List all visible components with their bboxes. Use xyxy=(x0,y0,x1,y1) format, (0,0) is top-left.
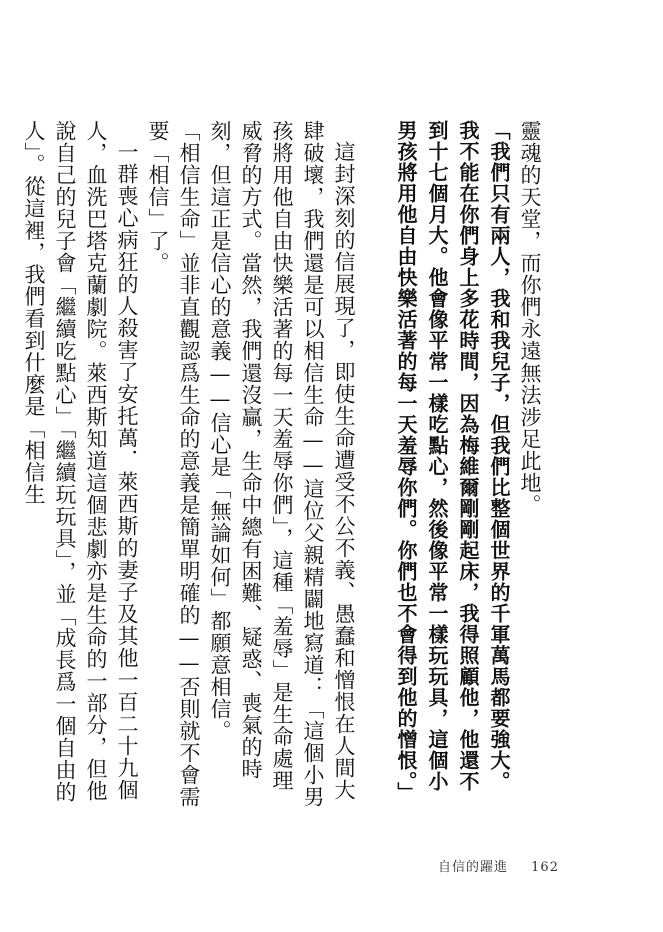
paragraph-4: 「相信生命」並非直觀認爲生命的意義是簡單明確的——否則就不會需要「相信」了。 xyxy=(146,120,201,808)
vertical-text-body xyxy=(18,120,545,810)
page-footer xyxy=(438,856,559,875)
paragraph-2-quote: 「我們只有兩人，我和我兒子，但我們比整個世界的千軍萬馬都要強大。我不能在你們身上多花時間，因為梅維爾剛剛起床，我得照顧他，他還不到十七個月大。他會像平常一樣吃點心，然後像平常一樣玩玩具，這個小男孩將用他自由快樂活著的每一天羞辱你們。你們也不會得到他的憎恨。」 xyxy=(394,120,511,803)
paragraph-3: 這封深刻的信展現了，即使生命遭受不公不義、愚蠢和憎恨在人間大肆破壞，我們還是可以相信生命——這位父親精闢地寫道：「這個小男孩將用他自由快樂活著的每一天羞辱你們」，這種「羞辱」是生命處理威脅的方式。當然，我們還沒贏，生命中總有困難、疑惑、喪氣的時刻，但這正是信心的意義——信心是「無論如何」都願意相信。 xyxy=(208,120,356,808)
page-number: 162 xyxy=(531,860,559,875)
running-title: 自信的躍進 xyxy=(438,860,509,875)
paragraph-1: 靈魂的天堂，而你們永遠無法涉足此地。 xyxy=(518,120,542,516)
paragraph-5: 一群喪心病狂的人殺害了安托萬．萊西斯的妻子及其他一百二十九個人，血洗巴塔克蘭劇院。萊西斯知道這個悲劇亦是生命的一部分，但他說自己的兒子會「繼續吃點心」「繼續玩玩具」，並「成長爲一個自由的人」。從這裡，我們看到什麼是「相信生 xyxy=(22,120,139,803)
